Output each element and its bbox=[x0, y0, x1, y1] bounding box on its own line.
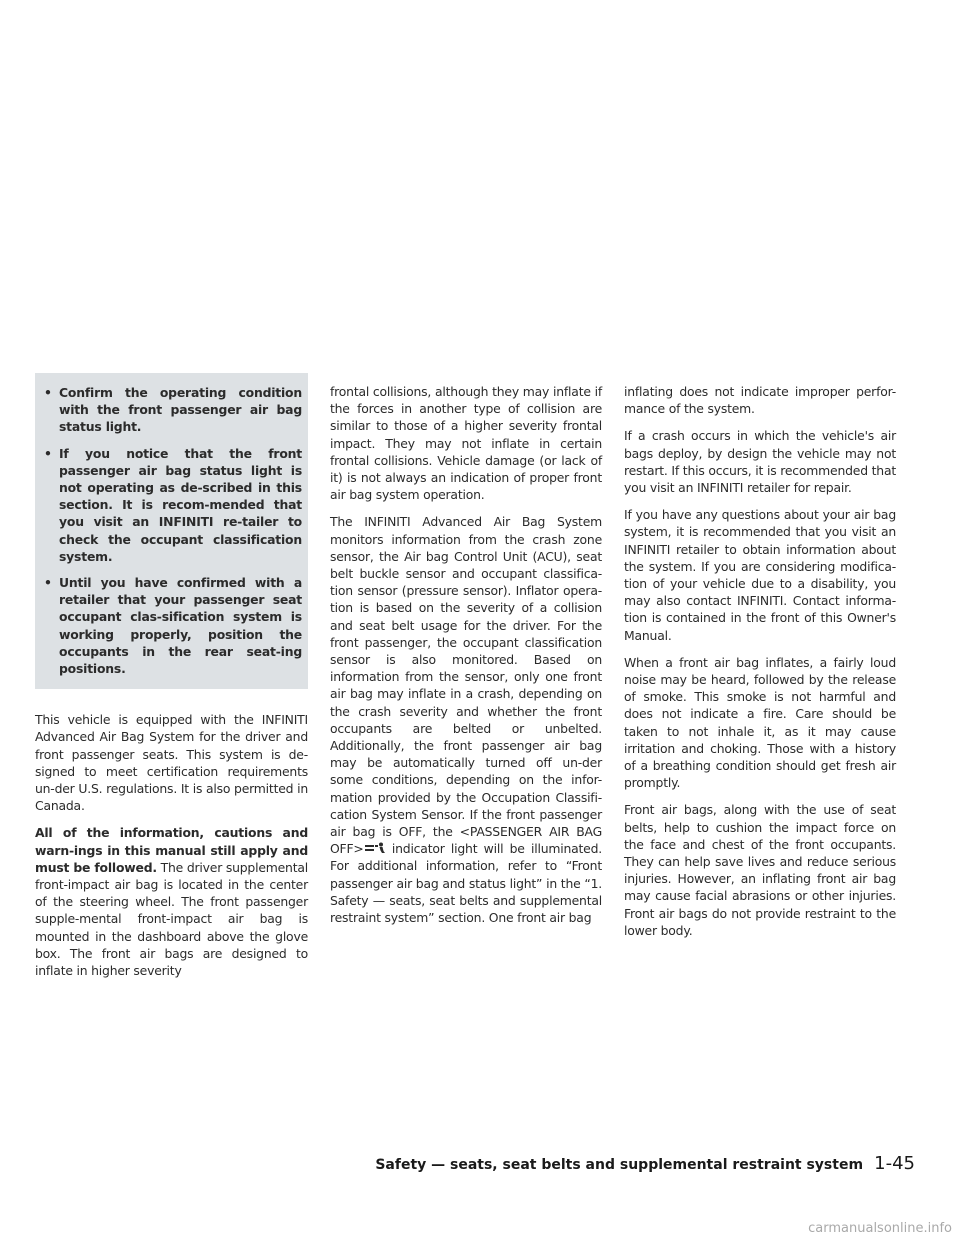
passenger-airbag-off-icon bbox=[364, 842, 386, 854]
body-paragraph: Front air bags, along with the use of seat belts, help to cushion the impact force on the face and chest of the front occupants. They can help save lives and reduce serious injuries. However, an inflating front air bag may cause facial abrasions or other injuries. Front air bags do not provide restraint to the lower body. bbox=[624, 802, 896, 938]
body-paragraph bbox=[330, 513, 602, 926]
column-left bbox=[35, 373, 308, 989]
body-paragraph: When a front air bag inflates, a fairly loud noise may be heard, followed by the release of smoke. This smoke is not harmful and does not indicate a fire. Care should be taken to not inhale it, as it may cause irritation and choking. Those with a history of a breathing condition should get fresh air promptly. bbox=[624, 654, 896, 791]
caution-item bbox=[43, 574, 302, 677]
caution-box bbox=[35, 373, 308, 689]
body-paragraph bbox=[35, 824, 308, 979]
bullet-icon: • bbox=[44, 445, 52, 461]
column-right bbox=[624, 383, 896, 949]
body-paragraph: If you have any questions about your air bag system, it is recommended that you visit an INFINITI retailer to obtain information about the system. If you are considering modifica-tion of your vehicle due to a disability, you may also contact INFINITI. Contact informa-tion is contained in the front of this Owner's Manual. bbox=[624, 507, 896, 643]
body-paragraph: inflating does not indicate improper perfor-mance of the system. bbox=[624, 384, 896, 417]
column-middle bbox=[330, 383, 602, 936]
caution-text: If you notice that the front passenger air bag status light is not operating as de-scribed in this section. It is recom-mended that you visit an INFINITI re-tailer to check the occupant classification system. bbox=[59, 445, 302, 564]
watermark-text: carmanualsonline.info bbox=[808, 1221, 952, 1236]
emphasis-text: All of the information, cautions and warn-ings in this manual still apply and must be followed. bbox=[35, 825, 308, 875]
body-paragraph: frontal collisions, although they may inflate if the forces in another type of collision are similar to those of a higher severity frontal impact. They may not inflate in certain frontal collisions. Vehicle damage (or lack of it) is not always an indication of proper front air bag system operation. bbox=[330, 384, 602, 503]
body-text: The INFINITI Advanced Air Bag System monitors information from the crash zone sensor, the Air bag Control Unit (ACU), seat belt buckle sensor and occupant classifica-tion sensor (pressure sensor). Inflator opera-tion is based on the severity of a collision and seat belt usage for the driver. For the front passenger, the occupant classification sensor is also monitored. Based on information from the sensor, only one front air bag may inflate in a crash, depending on the crash severity and whether the front occupants are belted or unbelted. Additionally, the front passenger air bag may be automatically turned off un-der some conditions, depending on the infor-mation provided by the Occupation Classifi-cation System Sensor. If the front passenger air bag is OFF, the <PASSENGER AIR BAG OFF> bbox=[330, 514, 602, 857]
body-text: The driver supplemental front-impact air bag is located in the center of the steering wheel. The front passenger supple-mental front-impact air bag is mounted in the dashboard above the glove box. The front air bags are designed to inflate in higher severity bbox=[35, 859, 309, 979]
bullet-icon: • bbox=[44, 575, 52, 591]
bullet-icon: • bbox=[44, 385, 52, 400]
page-number: 1-45 bbox=[874, 1153, 915, 1174]
caution-item bbox=[43, 384, 302, 436]
caution-text: Until you have confirmed with a retailer that your passenger seat occupant clas-sification system is working properly, position the occupants in the rear seat-ing positions. bbox=[59, 575, 302, 677]
caution-text: Confirm the operating condition with the front passenger air bag status light. bbox=[59, 385, 302, 435]
body-text: indicator light will be illuminated. For additional information, refer to “Front passenger air bag and status light” in the “1. Safety — seats, seat belts and supplemental restraint system” section. One front air bag bbox=[330, 841, 602, 926]
footer-section-title: Safety — seats, seat belts and supplemental restraint system bbox=[375, 1157, 864, 1173]
body-paragraph: If a crash occurs in which the vehicle's air bags deploy, by design the vehicle may not restart. If this occurs, it is recommended that you visit an INFINITI retailer for repair. bbox=[624, 428, 896, 496]
caution-item bbox=[43, 445, 302, 565]
page-footer bbox=[375, 1153, 915, 1174]
body-paragraph: This vehicle is equipped with the INFINITI Advanced Air Bag System for the driver and front passenger seats. This system is de-signed to meet certification requirements un-der U.S. regulations. It is also permitted in Canada. bbox=[35, 712, 308, 814]
